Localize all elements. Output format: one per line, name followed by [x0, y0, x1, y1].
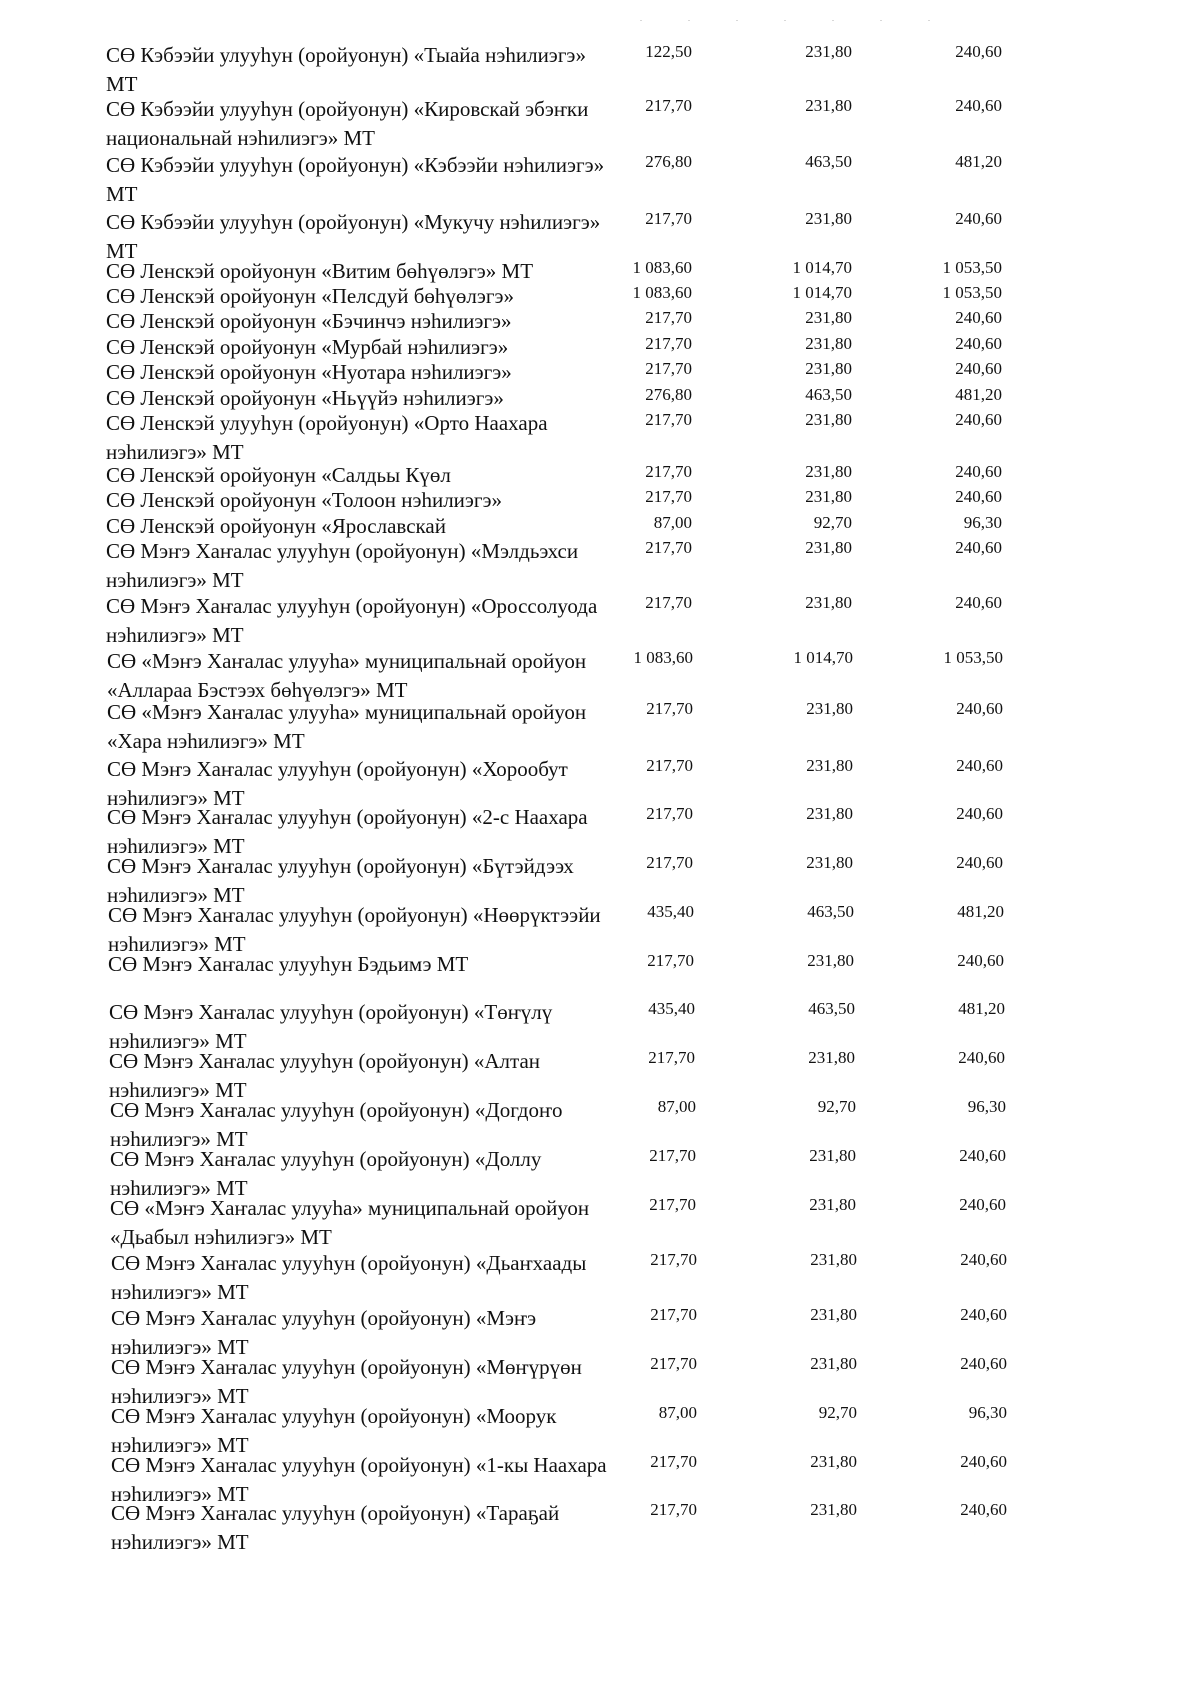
value-column-1: 1 083,60 — [632, 258, 692, 277]
municipality-name: СӨ Ленскэй оройуонун «Витим бөhүөлэгэ» МТ — [106, 259, 534, 283]
value-column-2: 463,50 — [807, 902, 854, 921]
value-column-1: 276,80 — [645, 152, 692, 171]
municipality-name: СӨ Мэҥэ Хаҥалас улууhун (оройуонун) «Моорук нэhилиэгэ» МТ — [111, 1404, 557, 1457]
value-column-1: 435,40 — [647, 902, 694, 921]
municipality-name: СӨ Мэҥэ Хаҥалас улууhун (оройуонун) «2-с Наахара нэhилиэгэ» МТ — [107, 805, 588, 858]
value-column-1: 87,00 — [653, 513, 692, 532]
municipality-name: СӨ Кэбээйи улууhун (оройуонун) «Тыайа нэhилиэгэ» МТ — [106, 43, 586, 96]
value-column-3: 240,60 — [960, 1500, 1007, 1519]
municipality-name: СӨ Мэҥэ Хаҥалас улууhун (оройуонун) «Догдоҥо нэhилиэгэ» МТ — [110, 1098, 563, 1151]
value-column-3: 240,60 — [959, 1195, 1006, 1214]
value-column-1: 217,70 — [645, 334, 692, 353]
value-column-3: 240,60 — [959, 1146, 1006, 1165]
value-column-3: 1 053,50 — [943, 648, 1003, 667]
value-column-1: 217,70 — [650, 1354, 697, 1373]
value-column-2: 92,70 — [818, 1403, 857, 1422]
value-column-2: 463,50 — [805, 152, 852, 171]
municipality-name: СӨ Ленскэй оройуонун «Ньүүйэ нэhилиэгэ» — [106, 386, 504, 410]
municipality-name: СӨ Мэҥэ Хаҥалас улууhун (оройуонун) «1-кы Наахара нэhилиэгэ» МТ — [111, 1453, 607, 1506]
municipality-name: СӨ Ленскэй оройуонун «Толоон нэhилиэгэ» — [106, 488, 503, 512]
municipality-name: СӨ Мэҥэ Хаҥалас улууhун (оройуонун) «Мэлдьэхси нэhилиэгэ» МТ — [106, 539, 579, 592]
value-column-1: 217,70 — [648, 1048, 695, 1067]
value-column-3: 240,60 — [957, 951, 1004, 970]
value-column-3: 240,60 — [955, 308, 1002, 327]
value-column-3: 240,60 — [956, 699, 1003, 718]
value-column-3: 240,60 — [960, 1305, 1007, 1324]
municipality-name: СӨ Ленскэй улууhун (оройуонун) «Орто Наахара нэhилиэгэ» МТ — [106, 411, 548, 464]
value-column-2: 231,80 — [809, 1146, 856, 1165]
value-column-2: 231,80 — [810, 1305, 857, 1324]
municipality-name: СӨ Ленскэй оройуонун «Бэчинчэ нэhилиэгэ» — [106, 309, 512, 333]
value-column-1: 217,70 — [645, 593, 692, 612]
value-column-3: 240,60 — [955, 96, 1002, 115]
value-column-1: 217,70 — [650, 1305, 697, 1324]
municipality-name: СӨ «Мэҥэ Хаҥалас улууhа» муниципальнай оройуон «Дьабыл нэhилиэгэ» МТ — [110, 1196, 590, 1249]
value-column-1: 122,50 — [645, 42, 692, 61]
value-column-2: 231,80 — [805, 462, 852, 481]
value-column-1: 217,70 — [649, 1195, 696, 1214]
value-column-3: 481,20 — [957, 902, 1004, 921]
value-column-1: 217,70 — [645, 209, 692, 228]
municipality-name: СӨ Мэҥэ Хаҥалас улууhун (оройуонун) «Доллу нэhилиэгэ» МТ — [110, 1147, 542, 1200]
value-column-1: 217,70 — [645, 96, 692, 115]
municipality-name: СӨ Ленскэй оройуонун «Салдьы Күөл — [106, 463, 451, 487]
municipality-name: СӨ «Мэҥэ Хаҥалас улууhа» муниципальнай оройуон «Аллараа Бэстээх бөhүөлэгэ» МТ — [107, 649, 587, 702]
scan-header-marks: . . . . . . . — [640, 14, 952, 23]
municipality-name: СӨ Мэҥэ Хаҥалас улууhун (оройуонун) «Бүтэйдээх нэhилиэгэ» МТ — [107, 854, 574, 907]
municipality-name: СӨ Ленскэй оройуонун «Мурбай нэhилиэгэ» — [106, 335, 509, 359]
value-column-1: 217,70 — [645, 538, 692, 557]
value-column-3: 240,60 — [955, 410, 1002, 429]
value-column-3: 240,60 — [956, 853, 1003, 872]
value-column-1: 217,70 — [646, 699, 693, 718]
value-column-1: 87,00 — [658, 1403, 697, 1422]
municipality-name: СӨ «Мэҥэ Хаҥалас улууhа» муниципальнай оройуон «Хара нэhилиэгэ» МТ — [107, 700, 587, 753]
value-column-2: 231,80 — [805, 308, 852, 327]
value-column-2: 231,80 — [805, 209, 852, 228]
value-column-1: 217,70 — [646, 853, 693, 872]
value-column-1: 217,70 — [645, 410, 692, 429]
value-column-2: 231,80 — [810, 1500, 857, 1519]
value-column-1: 217,70 — [645, 359, 692, 378]
municipality-name: СӨ Ленскэй оройуонун «Нуотара нэhилиэгэ» — [106, 360, 512, 384]
municipality-name: СӨ Мэҥэ Хаҥалас улууhун (оройуонун) «Нөөрүктээйи нэhилиэгэ» МТ — [108, 903, 601, 956]
value-column-2: 231,80 — [805, 359, 852, 378]
municipality-name: СӨ Мэҥэ Хаҥалас улууhун Бэдьимэ МТ — [108, 952, 469, 976]
value-column-3: 240,60 — [956, 756, 1003, 775]
value-column-2: 231,80 — [810, 1250, 857, 1269]
value-column-2: 231,80 — [805, 410, 852, 429]
value-column-1: 217,70 — [646, 756, 693, 775]
value-column-3: 240,60 — [955, 42, 1002, 61]
value-column-2: 231,80 — [805, 96, 852, 115]
value-column-3: 1 053,50 — [942, 258, 1002, 277]
value-column-2: 92,70 — [817, 1097, 856, 1116]
value-column-3: 481,20 — [955, 152, 1002, 171]
value-column-3: 240,60 — [955, 359, 1002, 378]
municipality-name: СӨ Мэҥэ Хаҥалас улууhун (оройуонун) «Хорообут нэhилиэгэ» МТ — [107, 757, 568, 810]
value-column-3: 96,30 — [968, 1403, 1007, 1422]
value-column-2: 231,80 — [810, 1354, 857, 1373]
municipality-name: СӨ Мэҥэ Хаҥалас улууhун (оройуонун) «Мэҥэ нэhилиэгэ» МТ — [111, 1306, 537, 1359]
value-column-2: 231,80 — [806, 756, 853, 775]
value-column-3: 240,60 — [956, 804, 1003, 823]
value-column-2: 231,80 — [808, 1048, 855, 1067]
value-column-3: 240,60 — [955, 209, 1002, 228]
municipality-name: СӨ Мэҥэ Хаҥалас улууhун (оройуонун) «Дьаҥхаады нэhилиэгэ» МТ — [111, 1251, 587, 1304]
value-column-1: 87,00 — [657, 1097, 696, 1116]
value-column-3: 481,20 — [955, 385, 1002, 404]
municipality-name: СӨ Ленскэй оройуонун «Пелсдуй бөhүөлэгэ» — [106, 284, 515, 308]
value-column-2: 231,80 — [810, 1452, 857, 1471]
value-column-2: 1 014,70 — [793, 648, 853, 667]
municipality-name: СӨ Кэбээйи улууhун (оройуонун) «Мукучу нэhилиэгэ» МТ — [106, 210, 601, 263]
value-column-3: 240,60 — [955, 593, 1002, 612]
value-column-1: 217,70 — [650, 1452, 697, 1471]
value-column-2: 231,80 — [807, 951, 854, 970]
municipality-name: СӨ Мэҥэ Хаҥалас улууhун (оройуонун) «Мөҥүрүөн нэhилиэгэ» МТ — [111, 1355, 582, 1408]
value-column-1: 1 083,60 — [633, 648, 693, 667]
value-column-1: 217,70 — [650, 1500, 697, 1519]
value-column-3: 240,60 — [958, 1048, 1005, 1067]
value-column-3: 240,60 — [955, 538, 1002, 557]
value-column-1: 217,70 — [647, 951, 694, 970]
municipality-name: СӨ Мэҥэ Хаҥалас улууhун (оройуонун) «Төҥүлү нэhилиэгэ» МТ — [109, 1000, 553, 1053]
value-column-2: 231,80 — [805, 538, 852, 557]
value-column-2: 231,80 — [806, 853, 853, 872]
municipality-name: СӨ Кэбээйи улууhун (оройуонун) «Кэбээйи нэhилиэгэ» МТ — [106, 153, 605, 206]
value-column-2: 231,80 — [806, 804, 853, 823]
value-column-2: 231,80 — [809, 1195, 856, 1214]
value-column-3: 1 053,50 — [942, 283, 1002, 302]
value-column-3: 240,60 — [955, 487, 1002, 506]
value-column-1: 217,70 — [645, 308, 692, 327]
value-column-2: 463,50 — [805, 385, 852, 404]
value-column-3: 240,60 — [960, 1250, 1007, 1269]
value-column-1: 435,40 — [648, 999, 695, 1018]
value-column-2: 231,80 — [805, 42, 852, 61]
value-column-2: 231,80 — [805, 487, 852, 506]
value-column-2: 1 014,70 — [792, 258, 852, 277]
value-column-1: 217,70 — [645, 487, 692, 506]
value-column-3: 240,60 — [960, 1354, 1007, 1373]
value-column-3: 481,20 — [958, 999, 1005, 1018]
value-column-3: 96,30 — [963, 513, 1002, 532]
value-column-1: 1 083,60 — [632, 283, 692, 302]
municipality-name: СӨ Ленскэй оройуонун «Ярославскай — [106, 514, 446, 538]
value-column-2: 463,50 — [808, 999, 855, 1018]
municipality-name: СӨ Мэҥэ Хаҥалас улууhун (оройуонун) «Алтан нэhилиэгэ» МТ — [109, 1049, 541, 1102]
value-column-2: 1 014,70 — [792, 283, 852, 302]
value-column-2: 231,80 — [805, 593, 852, 612]
municipality-name: СӨ Кэбээйи улууhун (оройуонун) «Кировскай эбэҥки национальнай нэhилиэгэ» МТ — [106, 97, 589, 150]
municipality-name: СӨ Мэҥэ Хаҥалас улууhун (оройуонун) «Тараҕай нэhилиэгэ» МТ — [111, 1501, 560, 1554]
value-column-1: 217,70 — [649, 1146, 696, 1165]
value-column-3: 240,60 — [955, 462, 1002, 481]
value-column-2: 92,70 — [813, 513, 852, 532]
value-column-2: 231,80 — [805, 334, 852, 353]
value-column-1: 217,70 — [645, 462, 692, 481]
value-column-3: 96,30 — [967, 1097, 1006, 1116]
municipality-name: СӨ Мэҥэ Хаҥалас улууhун (оройуонун) «Оросcолуода нэhилиэгэ» МТ — [106, 594, 598, 647]
value-column-1: 217,70 — [650, 1250, 697, 1269]
value-column-1: 217,70 — [646, 804, 693, 823]
value-column-1: 276,80 — [645, 385, 692, 404]
value-column-3: 240,60 — [960, 1452, 1007, 1471]
value-column-3: 240,60 — [955, 334, 1002, 353]
value-column-2: 231,80 — [806, 699, 853, 718]
